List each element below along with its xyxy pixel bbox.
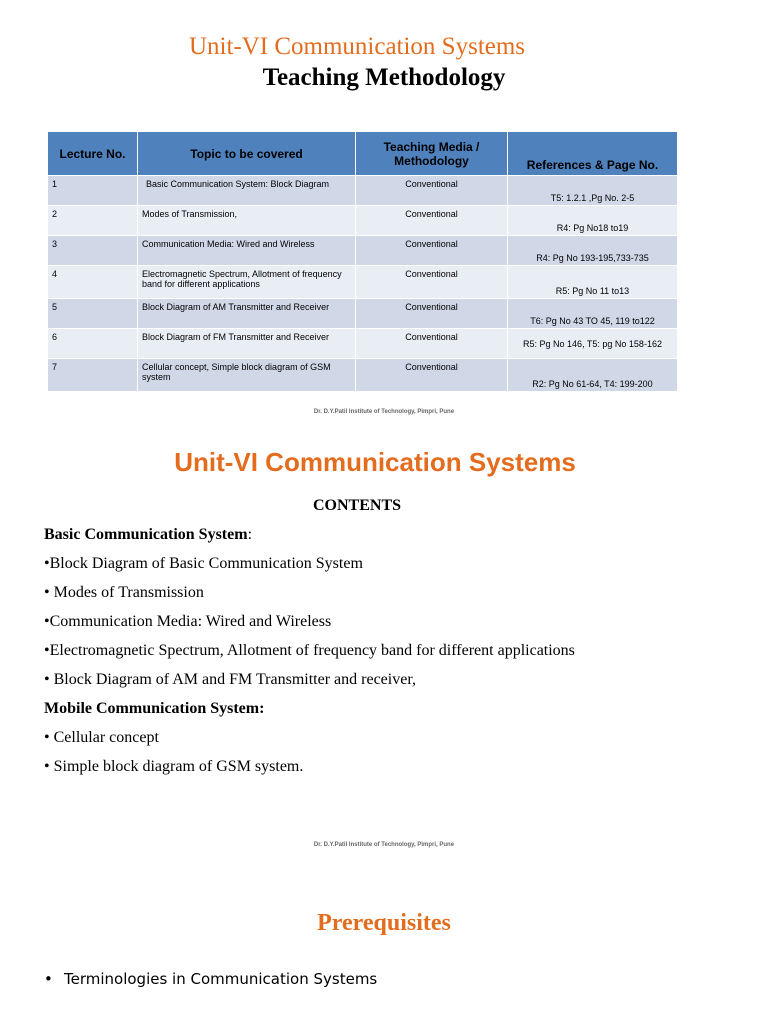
cell-reference: R4: Pg No18 to19 [508,206,678,236]
slide1-footer: Dr. D.Y.Patil Institute of Technology, Pimpri, Pune [313,409,455,415]
cell-lecture-no: 1 [48,176,138,206]
mobile-section-heading: Mobile Communication System: [44,700,265,717]
cell-media: Conventional [356,359,508,392]
cell-topic: Block Diagram of FM Transmitter and Receiver [138,329,356,359]
lecture-table [47,131,678,392]
cell-reference: T5: 1.2.1 ,Pg No. 2-5 [508,176,678,206]
table-row [48,176,678,206]
cell-media: Conventional [356,266,508,299]
cell-topic: Basic Communication System: Block Diagram [138,176,356,206]
cell-media: Conventional [356,206,508,236]
bullet-icon: • [44,970,53,988]
slide2-footer: Dr. D.Y.Patil Institute of Technology, Pimpri, Pune [313,842,455,848]
cell-reference: R4: Pg No 193-195,733-735 [508,236,678,266]
cell-reference: R5: Pg No 146, T5: pg No 158-162 [508,329,678,359]
list-item: •Communication Media: Wired and Wireless [44,613,332,630]
list-item: •Block Diagram of Basic Communication System [44,555,363,572]
cell-reference: T6: Pg No 43 TO 45, 119 to122 [508,299,678,329]
slide3-title: Prerequisites [317,910,451,936]
table-row [48,266,678,299]
cell-reference: R2: Pg No 61-64, T4: 199-200 [508,359,678,392]
cell-media: Conventional [356,236,508,266]
list-item: •Electromagnetic Spectrum, Allotment of frequency band for different applications [44,642,575,659]
header-lecture-no: Lecture No. [48,132,138,176]
slide1-title: Unit-VI Communication Systems [188,33,526,60]
contents-list [44,525,644,786]
basic-section-heading [44,525,644,545]
cell-lecture-no: 2 [48,206,138,236]
table-row [48,329,678,359]
prerequisite-text: Terminologies in Communication Systems [64,970,378,988]
cell-lecture-no: 6 [48,329,138,359]
cell-media: Conventional [356,329,508,359]
cell-topic: Cellular concept, Simple block diagram of GSM system [138,359,356,392]
table-header-row [48,132,678,176]
list-item: • Block Diagram of AM and FM Transmitter and receiver, [44,671,417,688]
prerequisite-item [44,970,377,988]
list-item: • Modes of Transmission [44,584,204,601]
cell-topic: Electromagnetic Spectrum, Allotment of frequency band for different applications [138,266,356,299]
cell-media: Conventional [356,176,508,206]
cell-media: Conventional [356,299,508,329]
cell-topic: Modes of Transmission, [138,206,356,236]
cell-topic: Communication Media: Wired and Wireless [138,236,356,266]
cell-lecture-no: 5 [48,299,138,329]
table-row [48,299,678,329]
slide1-subtitle: Teaching Methodology [262,64,506,91]
list-item: • Simple block diagram of GSM system. [44,758,304,775]
cell-lecture-no: 7 [48,359,138,392]
cell-reference: R5: Pg No 11 to13 [508,266,678,299]
slide2-title: Unit-VI Communication Systems [174,447,576,477]
basic-heading-colon: : [247,526,253,543]
basic-heading-text: Basic Communication System [44,526,248,543]
table-row [48,236,678,266]
table-row [48,359,678,392]
header-media: Teaching Media / Methodology [356,132,508,176]
header-topic: Topic to be covered [138,132,356,176]
contents-heading: CONTENTS [312,497,402,514]
cell-lecture-no: 4 [48,266,138,299]
list-item: • Cellular concept [44,729,159,746]
table-row [48,206,678,236]
cell-lecture-no: 3 [48,236,138,266]
header-references: References & Page No. [508,132,678,176]
cell-topic: Block Diagram of AM Transmitter and Receiver [138,299,356,329]
